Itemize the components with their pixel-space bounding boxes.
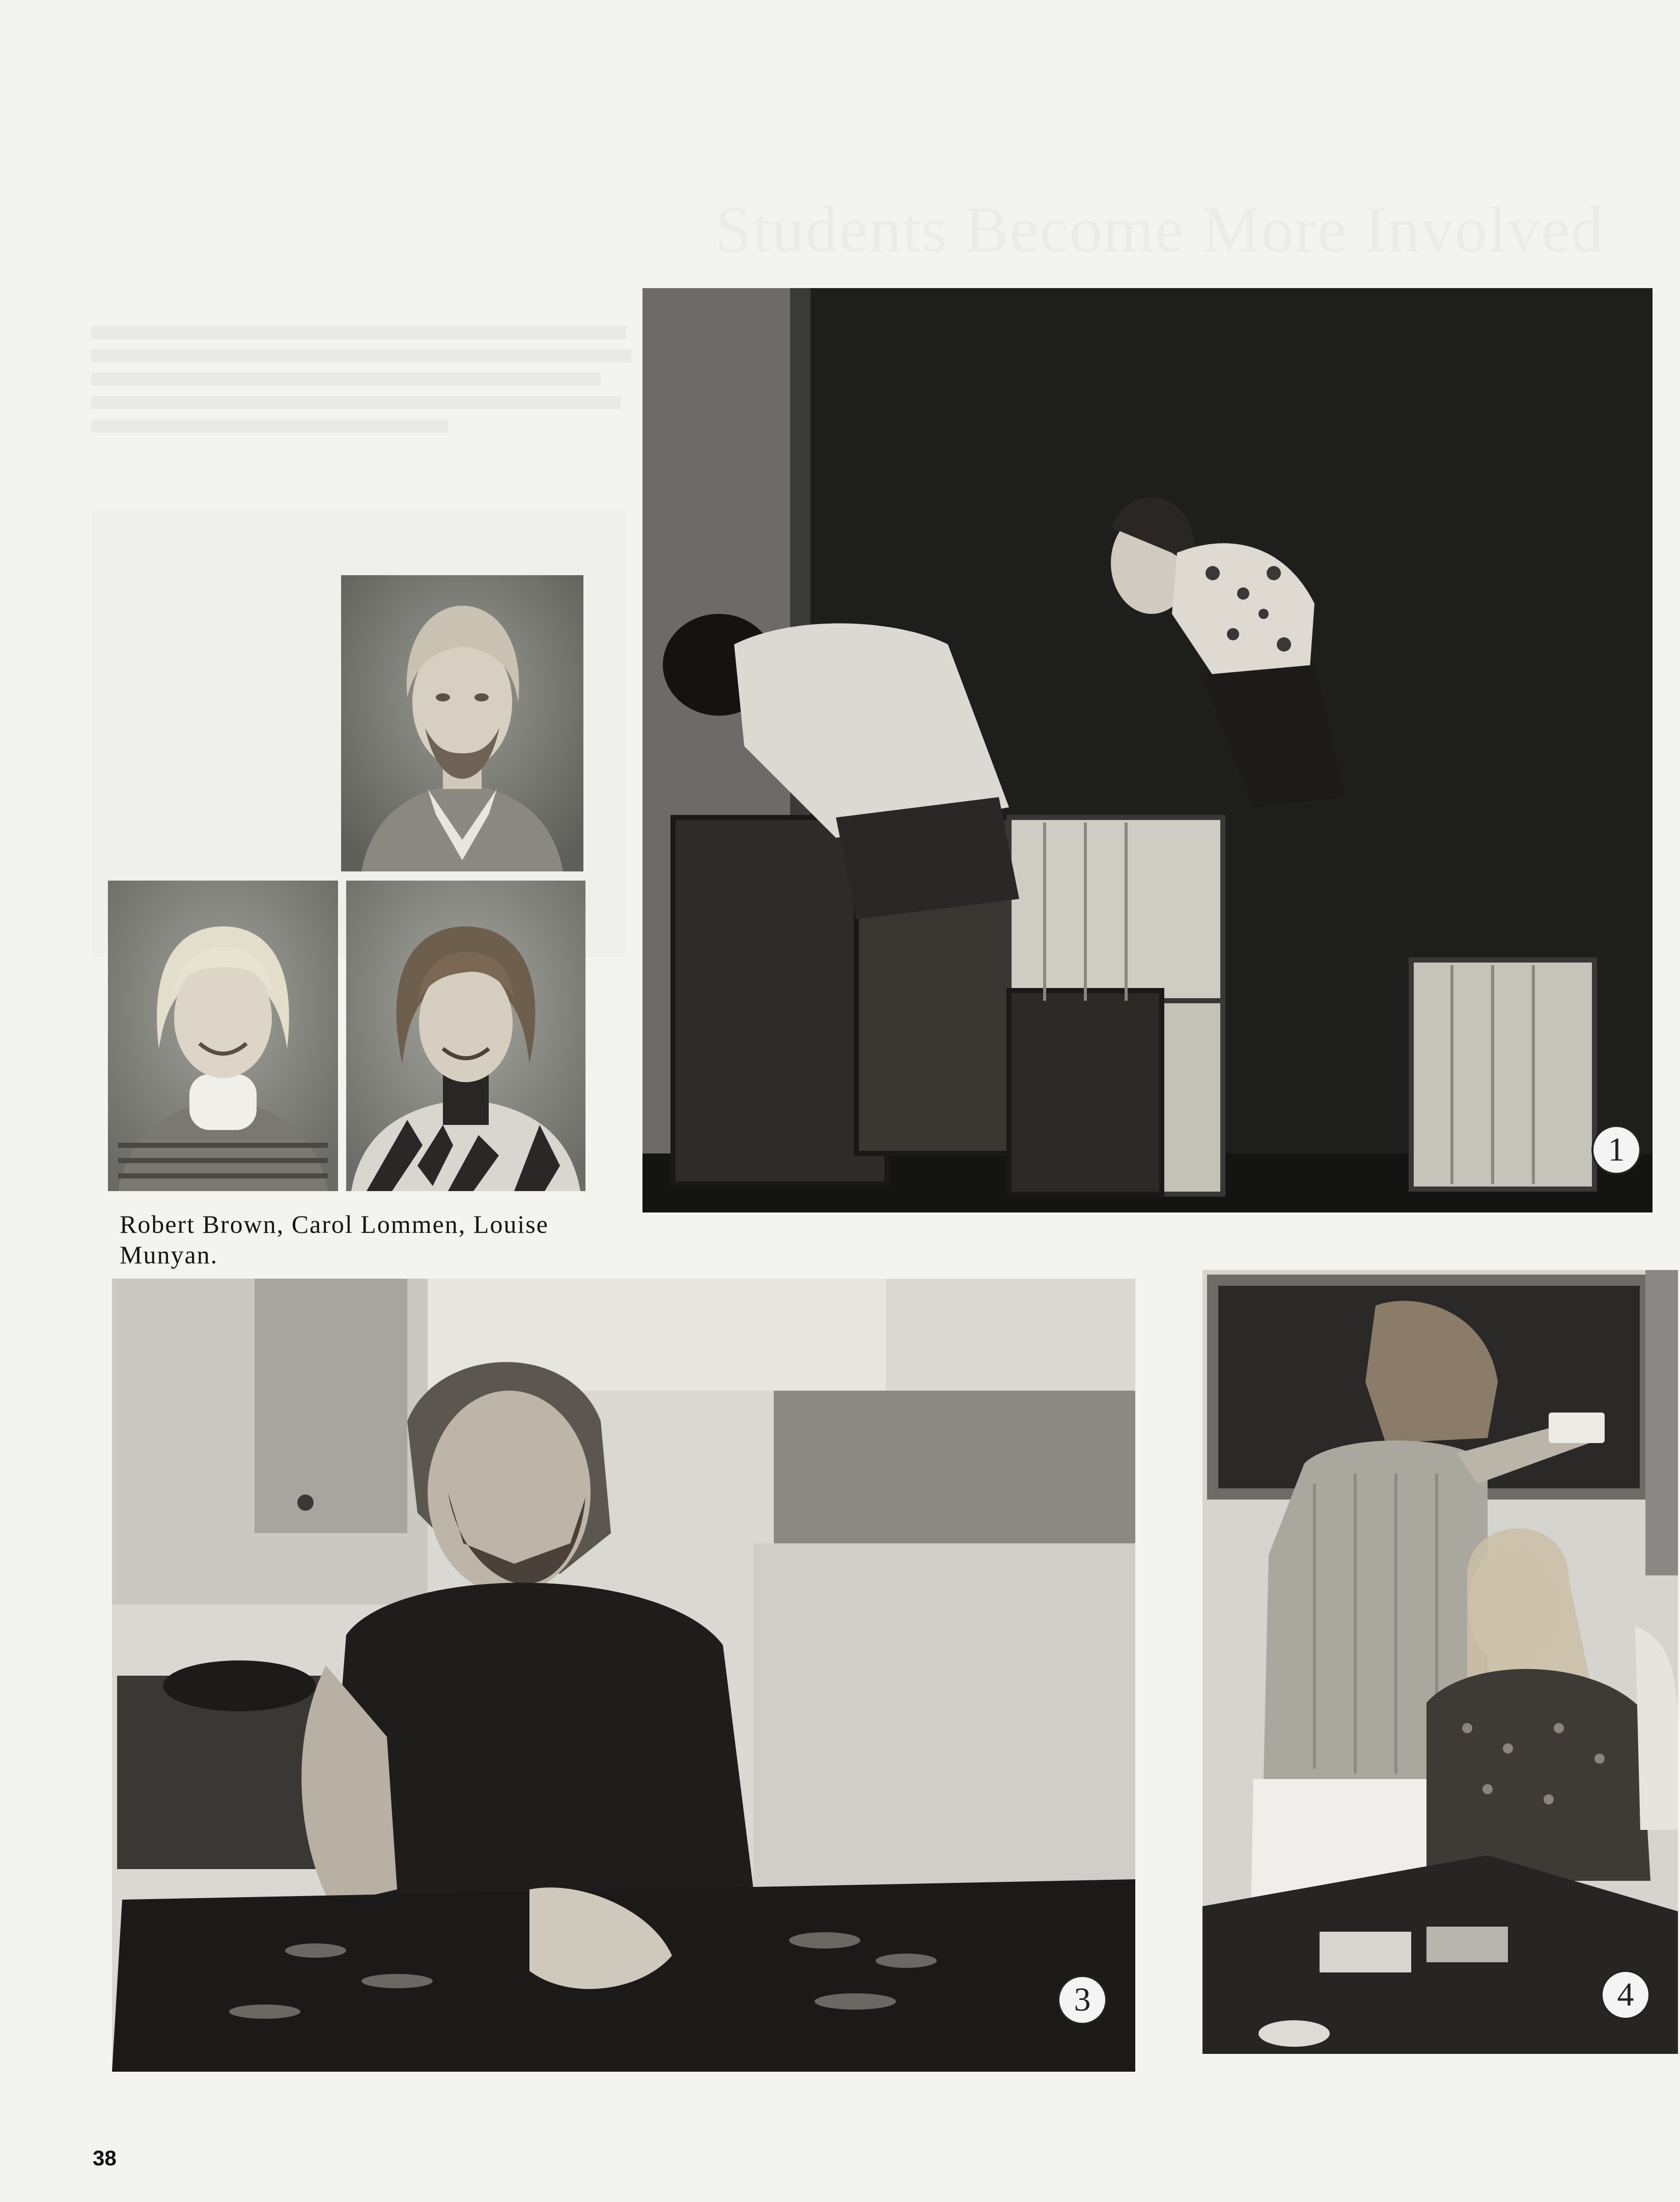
photo-students-on-crates bbox=[642, 288, 1653, 1212]
photo-man-carving bbox=[112, 1279, 1135, 2072]
bleed-through-heading: Students Become More Involved bbox=[715, 193, 1605, 266]
photo-number-badge-4: 4 bbox=[1601, 1970, 1650, 2020]
portrait-carol-lommen bbox=[108, 881, 338, 1191]
portrait-louise-munyan bbox=[346, 881, 585, 1191]
portrait-caption: Robert Brown, Carol Lommen, Louise Munyan. bbox=[120, 1210, 549, 1269]
photo-makeup-application bbox=[1202, 1270, 1678, 2054]
photo-number-badge-3: 3 bbox=[1057, 1975, 1107, 2025]
photo-number-badge-1: 1 bbox=[1591, 1125, 1641, 1175]
bleed-through-text bbox=[92, 326, 631, 443]
page-number: 38 bbox=[93, 2146, 117, 2170]
portrait-robert-brown bbox=[341, 575, 583, 871]
